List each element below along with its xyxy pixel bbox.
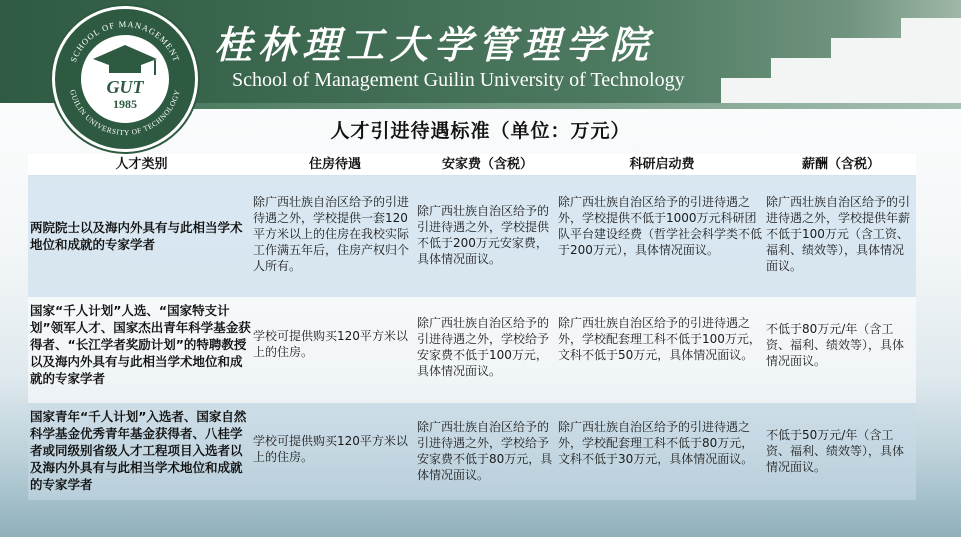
table-row bbox=[28, 297, 916, 403]
logo-year: 1985 bbox=[113, 97, 137, 111]
talent-table bbox=[28, 154, 916, 492]
svg-text:SCHOOL OF MANAGEMENT: SCHOOL OF MANAGEMENT bbox=[68, 18, 182, 64]
column-header-settling: 安家费（含税） bbox=[441, 157, 533, 172]
table-header bbox=[28, 154, 916, 176]
column-header-research: 科研启动费 bbox=[629, 157, 695, 172]
school-title-en: School of Management Guilin University of Technology bbox=[232, 69, 685, 91]
salary-cell: 除广西壮族自治区给予的引进待遇之外，学校提供年薪不低于100万元（含工资、福利、绩效等），具体情况面议。 bbox=[766, 195, 911, 273]
housing-cell: 学校可提供购买120平方米以上的住房。 bbox=[253, 434, 408, 464]
column-header-category: 人才类别 bbox=[115, 157, 168, 172]
header-divider bbox=[170, 103, 961, 109]
table-row bbox=[28, 403, 916, 500]
settling-cell: 除广西壮族自治区给予的引进待遇之外，学校给予安家费不低于80万元，具体情况面议。 bbox=[417, 420, 553, 482]
page-title: 人才引进待遇标准（单位：万元） bbox=[330, 120, 631, 142]
column-header-salary: 薪酬（含税） bbox=[801, 157, 880, 172]
housing-cell: 学校可提供购买120平方米以上的住房。 bbox=[253, 329, 408, 359]
research-cell: 除广西壮族自治区给予的引进待遇之外，学校提供不低于1000万元科研团队平台建设经费（哲学社会科学类不低于200万元），具体情况面议。 bbox=[558, 195, 763, 257]
svg-text:GUILIN UNIVERSITY OF TECHNOLOG: GUILIN UNIVERSITY OF TECHNOLOGY bbox=[68, 88, 182, 138]
category-cell: 两院院士以及海内外具有与此相当学术地位和成就的专家学者 bbox=[30, 220, 243, 252]
category-cell: 国家“千人计划”人选、“国家特支计划”领军人才、国家杰出青年科学基金获得者、“长江学者奖励计划”的特聘教授以及海内外具有与此相当学术地位和成就的专家学者 bbox=[30, 303, 251, 386]
research-cell: 除广西壮族自治区给予的引进待遇之外，学校配套理工科不低于80万元，文科不低于30万元，具体情况面议。 bbox=[558, 420, 754, 466]
table-row bbox=[28, 175, 916, 297]
column-header-housing: 住房待遇 bbox=[308, 157, 361, 172]
settling-cell: 除广西壮族自治区给予的引进待遇之外，学校给予安家费不低于100万元，具体情况面议。 bbox=[417, 316, 550, 378]
settling-cell: 除广西壮族自治区给予的引进待遇之外，学校提供不低于200万元安家费，具体情况面议。 bbox=[417, 204, 550, 266]
category-cell: 国家青年“千人计划”入选者、国家自然科学基金优秀青年基金获得者、八桂学者或同级别省级人才工程项目入选者以及海内外具有与此相当学术地位和成就的专家学者 bbox=[30, 409, 247, 492]
logo-emblem bbox=[81, 35, 169, 123]
header-decoration bbox=[721, 0, 961, 103]
school-title-cn: 桂林理工大学管理学院 bbox=[214, 22, 655, 67]
housing-cell: 除广西壮族自治区给予的引进待遇之外，学校提供一套120平方米以上的住房在我校实际工作满五年后，住房产权归个人所有。 bbox=[253, 195, 410, 273]
salary-cell: 不低于50万元/年（含工资、福利、绩效等），具体情况面议。 bbox=[766, 428, 905, 474]
research-cell: 除广西壮族自治区给予的引进待遇之外，学校配套理工科不低于100万元，文科不低于50万元，具体情况面议。 bbox=[558, 316, 761, 362]
salary-cell: 不低于80万元/年（含工资、福利、绩效等），具体情况面议。 bbox=[766, 322, 905, 368]
logo-gut: GUT bbox=[106, 77, 144, 97]
